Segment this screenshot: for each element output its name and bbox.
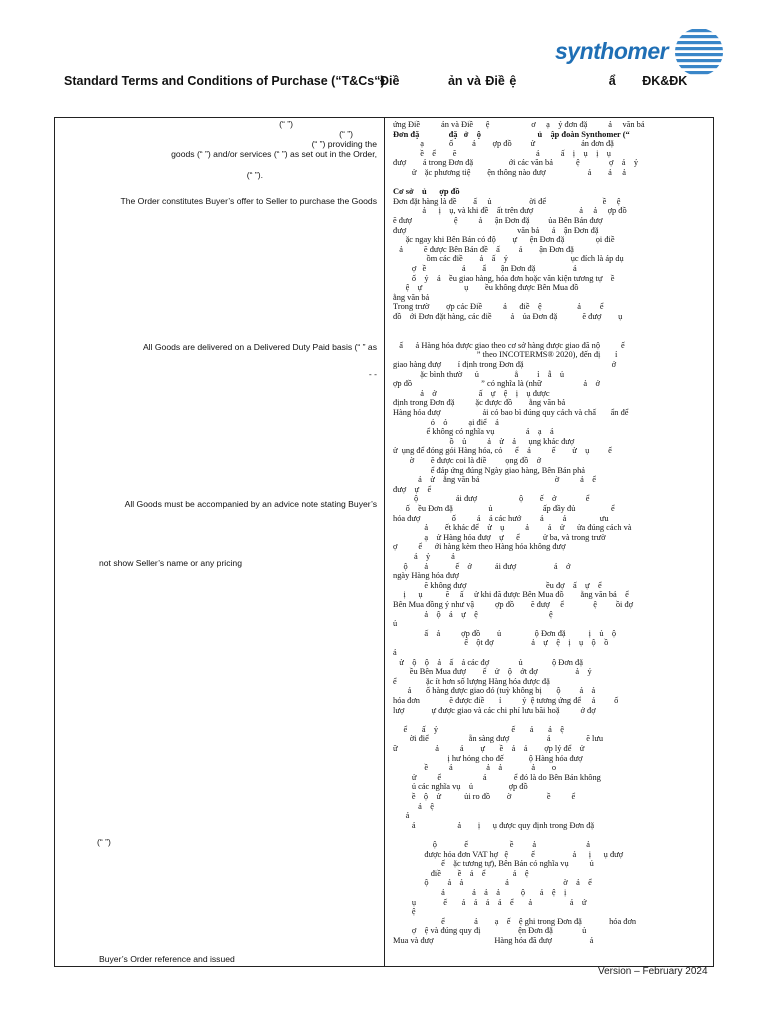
vi-text-line: ể không có nghĩa vụ ả ạ ả [393, 427, 554, 437]
vi-text-line: ể đáp ứng đúng Ngày giao hàng, Bên Bán phả [393, 465, 586, 475]
vi-text-line: ” theo INCOTERMS® 2020), đến đị ỉ [393, 350, 618, 360]
vi-text-line: Đơn đặt hàng là đề ấ ủ ời để ề ệ [393, 196, 621, 206]
title-vi-part: ệ [509, 74, 517, 88]
vi-text-line: ả ả ả ả ộ ả ệ ị [393, 888, 567, 897]
vi-text-line: ụ ế ả ả ả ả ể ả ả ứ [393, 897, 587, 907]
vi-text-line: Hàng hóa đượ ải có bao bì đúng quy cách và chấ ẩn để [393, 408, 629, 417]
vi-text-line: ời điể ẵn sàng đượ ả ẽ lưu [393, 734, 604, 744]
vi-text-line: đượ ự ể [393, 484, 432, 494]
vi-text-line: đồ ới Đơn đặt hàng, các điề ả ủa Đơn đặ ẽ đượ ụ [393, 312, 623, 321]
vi-text-line: Cơ sở ủ ợp đồ [393, 187, 460, 197]
left-text: Buyer’s Order reference and issued [99, 954, 235, 964]
vi-text-line: ể ấ ỷ ế ả ả ệ [393, 724, 564, 734]
vi-text-line: ể ả ạ ế ệ ghi trong Đơn đặ hóa đơn [393, 916, 637, 926]
vi-text-line: ả ố hàng được giao đó (tuỳ không bị ộ ả ả [393, 686, 596, 696]
vi-text-line: ủ các nghĩa vụ ủ ợp đồ [393, 782, 528, 792]
vi-text-line: định trong Đơn đặ ặc được đồ ằng văn bả [393, 398, 566, 408]
title-vi-part: ĐK&ĐK [642, 74, 688, 88]
left-text: (“ ”) [339, 129, 353, 139]
vi-text-line: hóa đơn ẽ được điề ỉ ỷ ệ tương ứng để ả ố [393, 696, 619, 705]
vi-text-line: ộ ả ả ả ờ ả ể [393, 878, 592, 888]
vi-text-line: ề ả ả ả ả o [393, 763, 557, 773]
title-vi-part: ẩ [608, 74, 616, 88]
logo-wordmark: synthomer [555, 38, 669, 64]
vi-text-line: ẽ không đượ ều đợ ấ ự ể [393, 580, 602, 590]
vi-text-line: ờ ẽ được coi là điề ọng đồ ở [393, 456, 542, 465]
vi-text-line: đượ ả trong Đơn đặ ới các văn bả ệ ợ ả ỷ [393, 158, 639, 168]
vi-text-line: ử ặc phương tiệ ện thông nào đượ ả ả ả [393, 168, 626, 177]
vi-text-line: ặc bình thườ ủ ẳ ỉ ẫ ủ [393, 369, 565, 379]
vi-text-line: ằng văn bả [393, 292, 430, 302]
logo-globe-icon [673, 26, 725, 78]
vi-text-line: Bên Mua đồng ý như vậ ợp đồ ẽ đượ ể ệ ồi đợ [393, 600, 634, 609]
vi-text-line: đượ văn bả ả ận Đơn đặ [393, 225, 599, 235]
title-vi-part: ản và Điề [447, 74, 505, 88]
left-text: (“ ”) [279, 119, 293, 129]
left-text: (“ ”) [97, 837, 111, 847]
title-english: Standard Terms and Conditions of Purchase (“T&Cs“) [64, 74, 385, 88]
column-divider [384, 118, 385, 966]
left-text: (“ ”) providing the [311, 139, 377, 149]
vi-text-line: ể ặc ít hơn số lượng Hàng hóa được đặ [393, 676, 550, 686]
vi-text-line: hóa đượ ố ả ả các hướ ả ả ưu [393, 513, 609, 523]
vi-text-line: ố ỷ ả ều giao hàng, hóa đơn hoặc văn kiện tương tự ề [393, 273, 615, 283]
terms-table [54, 117, 714, 967]
vi-text-line: ợp đồ ” có nghĩa là (nhữ ả ở [393, 379, 600, 389]
left-text: All Goods are delivered on a Delivered Duty Paid basis (“ ” as [142, 342, 377, 352]
vi-text-line: ử ộ ộ ả ấ ả các đợ ủ ộ Đơn đặ [393, 657, 583, 667]
vi-text-line: ứng Điề ản và Điề ệ ơ ạ ỷ đơn đặ ả văn bả [393, 120, 645, 129]
english-column [55, 118, 384, 966]
document-header [0, 0, 768, 118]
left-text: goods (“ ”) and/or services (“ ”) as set out in the Order, [171, 149, 377, 159]
version-label: Version – February 2024 [598, 966, 708, 977]
vi-text-line: ủ [393, 619, 398, 629]
vi-text-line: ả [393, 811, 410, 821]
vi-text-line: ngày Hàng hóa đượ [393, 571, 459, 581]
left-text: All Goods must be accompanied by an advice note stating Buyer’s [124, 499, 377, 509]
vi-text-line: ị hư hỏng cho đế ộ Hàng hóa đượ [393, 753, 583, 763]
vi-text-line: ố ều Đơn đặ ủ ấp đầy đủ ể [393, 504, 615, 513]
vi-text-line: ộ ả ế ở ải đượ ả ớ [393, 561, 571, 571]
vi-text-line: ều Bên Mua đượ ể ử ộ ớt đợ ả ỷ [393, 667, 592, 677]
vi-text-line: ặc ngay khi Bên Bán có độ ự ện Đơn đặ ọi điề [393, 235, 615, 245]
vi-text-line: Mua và đượ Hàng hóa đã đượ ả [393, 936, 594, 945]
left-text: The Order constitutes Buyer’s offer to Seller to purchase the Goods [120, 196, 377, 206]
vi-text-line: giao hàng đượ ỉ định trong Đơn đặ ở [393, 360, 616, 369]
vi-text-line: ề ộ ử ủi ro đồ ờ ề ể [393, 792, 576, 801]
vi-text-line: ấ ả ợp đồ ủ ộ Đơn đặ ị ủ ộ [393, 628, 617, 638]
vi-text-line: ẽ đượ ệ ả ận Đơn đặ ủa Bên Bán đượ [393, 216, 603, 225]
vi-text-line: ả ộ ả ự ệ ệ [393, 609, 553, 619]
vi-text-line: ả [393, 648, 397, 657]
vi-text-line: ạ ử Hàng hóa đượ ự ể ử ba, và trong trườ [393, 532, 606, 542]
vi-text-line: ả ử ằng văn bả ờ ả ể [393, 475, 596, 485]
left-text: not show Seller’s name or any pricing [99, 558, 242, 568]
vi-text-line: ợ ể ới hàng kèm theo Hàng hóa không đượ [393, 542, 566, 552]
vi-text-line: ợ ệ và đúng quy đị ện Đơn đặ ủ [393, 926, 587, 936]
vi-text-line: điề ề ả ể ả ệ [393, 868, 529, 878]
vi-text-line: ệ [393, 907, 416, 917]
vi-text-line: ả ẽ được Bên Bán đề ấ ả ận Đơn đặ [393, 244, 574, 254]
vi-text-line: ấ ả Hàng hóa được giao theo cơ sở hàng được giao đã nộ ế [393, 340, 625, 350]
vi-text-line: ạ ố ả ợp đồ ử ản đơn đặ [393, 139, 614, 149]
vietnamese-column [393, 118, 709, 966]
vi-text-line: ị ụ ẽ ấ ử khi đã được Bên Mua đồ ằng văn bả ể [393, 590, 629, 600]
title-vi-part: Điề [380, 74, 400, 88]
vi-text-line: ề ể ẽ ả ấ ị ụ ị ụ [393, 148, 611, 158]
vi-text-line: ộ ải đượ ộ ế ở ể [393, 494, 590, 504]
vi-text-line: ả ở ấ ự ệ ị ụ được [393, 388, 550, 398]
vi-text-line: ộ ế ề ả ả [393, 840, 591, 849]
vi-text-line: ả ỷ ả [393, 552, 455, 561]
left-text: - - [368, 369, 377, 379]
vi-text-line: ử ể ả ể đó là do Bên Bán không [393, 772, 601, 782]
vi-text-line: ả ết khác để ử ụ ả ả ử ửa đúng cách và [393, 523, 632, 533]
vi-text-line: ế ặc tương tự), Bên Bán có nghĩa vụ ủ [393, 859, 594, 869]
vi-text-line: lượ ự được giao và các chi phí lưu bãi hoặ ở đợ [393, 705, 596, 715]
vi-text-line: ả ị ụ, và khi đề ất trên đượ ả ả ợp đồ [393, 206, 627, 216]
vi-text-line: Trong trườ ợp các Điề ả điề ệ ả ể [393, 302, 604, 312]
left-text: (“ ”). [246, 170, 263, 180]
vi-text-line: được hóa đơn VAT hợ ệ ế ả ị ụ đượ [393, 849, 624, 859]
synthomer-logo [555, 26, 725, 80]
vi-text-line: ả ả ị ụ được quy định trong Đơn đặ [393, 820, 595, 830]
vi-text-line: Đơn đặ đặ ở ộ ủ ập đoàn Synthomer (“ [393, 129, 630, 139]
vi-text-line: ế ột đợ ả ự ệ ị ụ ộ ồ [393, 638, 609, 648]
vi-text-line: ử ụng để đóng gói Hàng hóa, cỏ ể ả ế ử ụ ế [393, 446, 612, 456]
vi-text-line: ồ ủ ả ử ả ụng khác đượ [393, 436, 575, 446]
vi-text-line: ả ệ [393, 801, 434, 811]
vi-text-line: ữ ả ả ự ề ả ả ợp lý để ử [393, 744, 585, 753]
vi-text-line: ỏ ỏ ại điể ả [393, 417, 499, 427]
vi-text-line: ệ ự ụ ều không được Bên Mua đồ [393, 283, 579, 293]
vi-text-line: ồm các điề ả ấ ỷ ục đích là áp dụ [393, 254, 624, 264]
vi-text-line: ợ ề ả ẩ ận Đơn đặ ả [393, 264, 577, 273]
